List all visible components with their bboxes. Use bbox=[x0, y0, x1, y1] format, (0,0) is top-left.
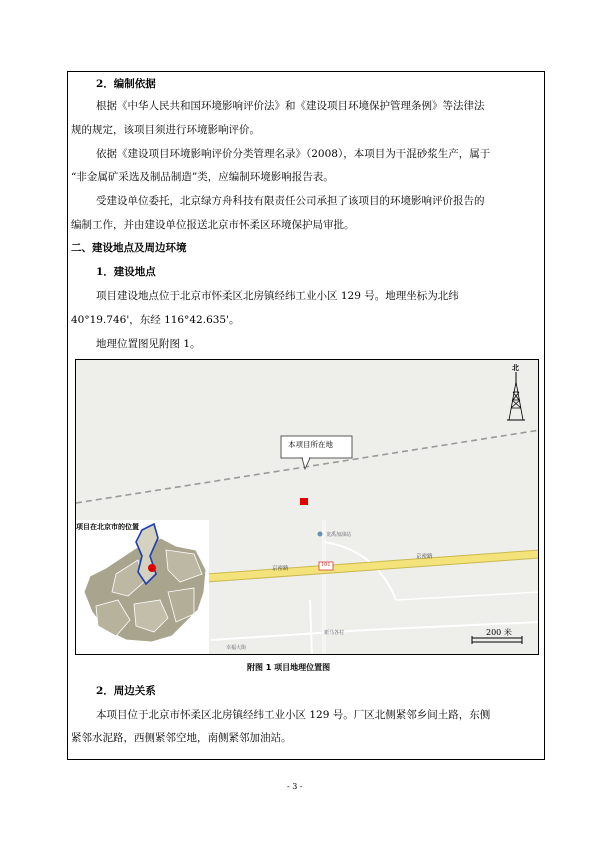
location-line3: 地理位置图见附图 1。 bbox=[96, 338, 201, 350]
surroundings-heading: 2．周边关系 bbox=[96, 685, 156, 697]
scale-label: 200 米 bbox=[486, 628, 512, 637]
basis-p3-line1: 受建设单位委托，北京绿方舟科技有限责任公司承担了该项目的环境影响评价报告的 bbox=[96, 195, 485, 207]
basis-p2-line2: “非金属矿采选及制品制造”类，应编制环境影响报告表。 bbox=[71, 171, 334, 183]
page-number: - 3 - bbox=[287, 782, 303, 791]
road-label-left: 京密路 bbox=[272, 566, 289, 572]
inset-title: 项目在北京市的位置 bbox=[76, 522, 139, 531]
basis-p1-line2: 规的规定，该项目须进行环境影响评价。 bbox=[71, 124, 260, 136]
inset-project-dot bbox=[148, 564, 156, 572]
project-marker bbox=[300, 498, 308, 505]
road-shield-label: 101 bbox=[321, 562, 331, 568]
location-heading: 1．建设地点 bbox=[96, 266, 156, 278]
basis-heading: 2．编制依据 bbox=[96, 78, 156, 90]
figure-caption: 附图 1 项目地理位置图 bbox=[247, 663, 331, 672]
poi-gas-label: 龙禹加油站 bbox=[326, 532, 352, 538]
road-label-right: 京密路 bbox=[416, 554, 433, 560]
basis-p2-line1: 依据《建设项目环境影响评价分类管理名录》（2008），本项目为干混砂浆生产，属于 bbox=[96, 148, 491, 160]
surroundings-line1: 本项目位于北京市怀柔区北房镇经纬工业小区 129 号。厂区北侧紧邻乡间土路，东侧 bbox=[96, 709, 491, 721]
poi-village-label: 新马各村 bbox=[324, 630, 345, 636]
map-callout-label: 本项目所在地 bbox=[288, 440, 333, 449]
surroundings-line2: 紧邻水泥路，西侧紧邻空地，南侧紧邻加油站。 bbox=[71, 732, 292, 744]
location-map bbox=[75, 359, 539, 655]
section-two-heading: 二、建设地点及周边环境 bbox=[71, 242, 187, 254]
location-line1: 项目建设地点位于北京市怀柔区北房镇经纬工业小区 129 号。地理坐标为北纬 bbox=[96, 290, 459, 302]
basis-p3-line2: 编制工作，并由建设单位报送北京市怀柔区环境保护局审批。 bbox=[71, 219, 355, 231]
poi-bottom-label: 幸福大街 bbox=[226, 645, 247, 651]
north-label: 北 bbox=[512, 363, 519, 372]
location-line2: 40°19.746'，东经 116°42.635'。 bbox=[71, 314, 240, 326]
basis-p1-line1: 根据《中华人民共和国环境影响评价法》和《建设项目环境保护管理条例》等法律法 bbox=[96, 100, 485, 112]
gas-station-icon bbox=[318, 532, 323, 537]
